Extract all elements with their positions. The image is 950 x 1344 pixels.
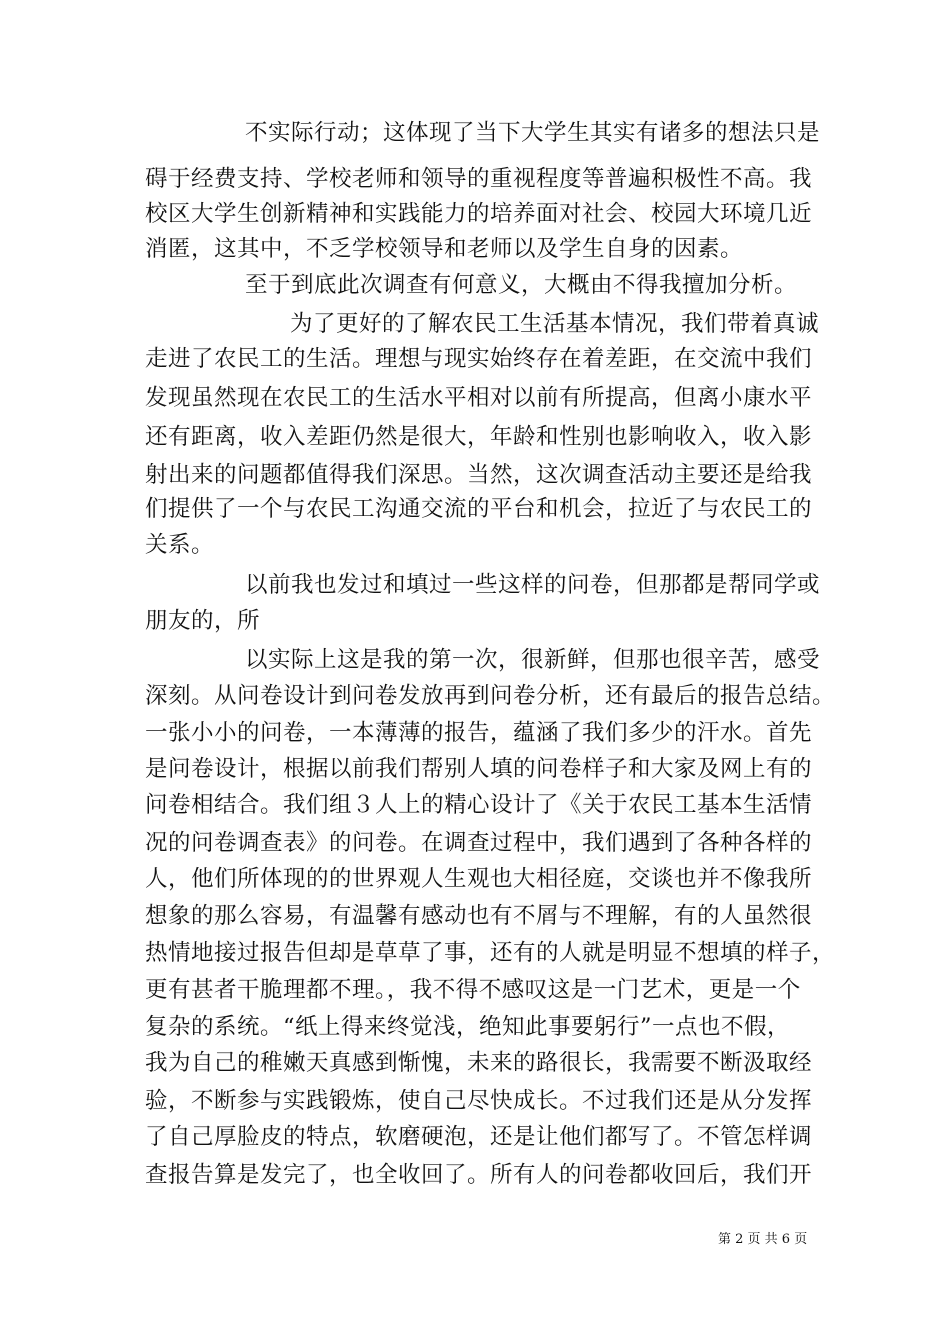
text-line: 校区大学生创新精神和实践能力的培养面对社会、校园大环境几近 — [145, 201, 813, 227]
text-line: 查报告算是发完了，也全收回了。所有人的问卷都收回后，我们开 — [145, 1162, 813, 1188]
text-line: 以前我也发过和填过一些这样的问卷，但那都是帮同学或 — [245, 572, 821, 598]
text-line: 走进了农民工的生活。理想与现实始终存在着差距，在交流中我们 — [145, 346, 813, 372]
text-line: 发现虽然现在农民工的生活水平相对以前有所提高，但离小康水平 — [145, 385, 813, 411]
text-line: 是问卷设计，根据以前我们帮别人填的问卷样子和大家及网上有的 — [145, 756, 813, 782]
text-line: 想象的那么容易，有温馨有感动也有不屑与不理解，有的人虽然很 — [145, 903, 813, 929]
text-line: 一张小小的问卷，一本薄薄的报告，蕴涵了我们多少的汗水。首先 — [145, 720, 813, 746]
text-line: 深刻。从问卷设计到问卷发放再到问卷分析，还有最后的报告总结。 — [145, 683, 836, 709]
text-line: 了自己厚脸皮的特点，软磨硬泡，还是让他们都写了。不管怎样调 — [145, 1124, 813, 1150]
text-line: 以实际上这是我的第一次，很新鲜，但那也很辛苦，感受 — [245, 647, 821, 673]
text-line: 为了更好的了解农民工生活基本情况，我们带着真诚 — [290, 311, 820, 337]
text-line: 们提供了一个与农民工沟通交流的平台和机会，拉近了与农民工的 — [145, 496, 813, 522]
text-line: 还有距离，收入差距仍然是很大，年龄和性别也影响收入，收入影 — [145, 424, 813, 450]
text-line: 复杂的系统。“纸上得来终觉浅，绝知此事要躬行”一点也不假， — [145, 1014, 791, 1040]
text-line: 至于到底此次调查有何意义，大概由不得我擅加分析。 — [245, 272, 798, 298]
text-line: 更有甚者干脆理都不理。，我不得不感叹这是一门艺术，更是一个 — [145, 977, 801, 1003]
page-number: 第 2 页 共 6 页 — [718, 1232, 808, 1247]
text-line: 不实际行动；这体现了当下大学生其实有诸多的想法只是 — [245, 120, 821, 146]
text-line: 热情地接过报告但却是草草了事，还有的人就是明显不想填的样子， — [145, 940, 836, 966]
text-line: 关系。 — [145, 532, 215, 558]
text-line: 我为自己的稚嫩天真感到惭愧，未来的路很长，我需要不断汲取经 — [145, 1050, 813, 1076]
text-line: 碍于经费支持、学校老师和领导的重视程度等普遍积极性不高。我 — [145, 166, 813, 192]
text-line: 况的问卷调查表》的问卷。在调查过程中，我们遇到了各种各样的 — [145, 830, 813, 856]
text-line: 验，不断参与实践锻炼，使自己尽快成长。不过我们还是从分发挥 — [145, 1088, 813, 1114]
text-line: 朋友的，所 — [145, 608, 261, 634]
text-line: 消匿，这其中，不乏学校领导和老师以及学生自身的因素。 — [145, 236, 744, 262]
text-line: 射出来的问题都值得我们深思。当然，这次调查活动主要还是给我 — [145, 462, 813, 488]
text-line: 问卷相结合。我们组３人上的精心设计了《关于农民工基本生活情 — [145, 792, 813, 818]
text-line: 人，他们所体现的的世界观人生观也大相径庭，交谈也并不像我所 — [145, 866, 813, 892]
